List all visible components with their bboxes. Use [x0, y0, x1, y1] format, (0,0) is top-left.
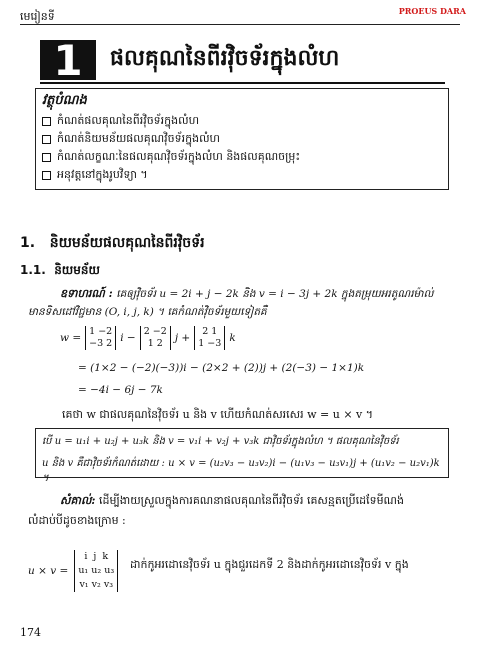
definition-line2: u និង v គឺជាវ៉ិចទ័រកំណត់ដោយ : u × v = (u₂v₃ − u₃v₂)i − (u₁v₃ − u₃v₁)j + (u₁v₂ − u₂v₁)k ។: [42, 458, 440, 484]
subsection-heading: 1.1. និយមន័យ: [20, 263, 100, 277]
lesson-label: មេរៀនទី: [20, 10, 55, 23]
note-line2: លំដាប់បីដូចខាងក្រោម :: [28, 514, 126, 527]
example-eq2: = (1×2 − (−2)(−3))i − (2×2 + (2))j + (2(−3) − 1×1)k: [78, 362, 365, 374]
checkbox-icon: [42, 117, 51, 126]
w-matrix-expression: w = 1 −2 −3 2 i − 2 −2 1 2 j + 2 1 1 −3 k: [60, 326, 236, 349]
definition-line1: បើ u = u₁i + u₂j + u₃k និង v = v₁i + v₂j + v₃k ជាវ៉ិចទ័រក្នុងលំហ ។ ផលគុណនៃវ៉ិចទ័រ: [42, 436, 399, 447]
example-eq3: = −4i − 6j − 7k: [78, 384, 163, 396]
brand-label: PROEUS DARA: [398, 6, 466, 16]
checkbox-icon: [42, 153, 51, 162]
example-conclusion: គេថា w ជាផលគុណនៃវ៉ិចទ័រ u និង v ហើយកំណត់សរសេរ w = u × v ។: [62, 408, 373, 421]
note-line1: សំគាល់: ដើម្បីងាយស្រួលក្នុងការគណនាផលគុណនៃពីរវ៉ិចទ័រ គេសន្មតប្រើដេទែមីណង់: [60, 494, 404, 507]
cross-product-determinant: u × v = i j k u₁ u₂ u₃ v₁ v₂ v₃: [28, 550, 118, 592]
determinant-3: 2 1 1 −3: [194, 326, 225, 350]
header-divider: [20, 24, 460, 25]
chapter-title: ផលគុណនៃពីរវ៉ិចទ័រក្នុងលំហ: [110, 45, 340, 71]
objectives-title: វត្ថុបំណង: [42, 93, 87, 108]
page-number: 174: [20, 626, 41, 639]
determinant-3x3: i j k u₁ u₂ u₃ v₁ v₂ v₃: [74, 550, 118, 592]
checkbox-icon: [42, 135, 51, 144]
determinant-1: 1 −2 −3 2: [85, 326, 116, 350]
objective-item: កំណត់ផលគុណនៃពីរវ៉ិចទ័រក្នុងលំហ: [42, 114, 199, 130]
section-heading: 1. និយមន័យផលគុណនៃពីរវ៉ិចទ័រ: [20, 235, 205, 251]
objective-item: កំណត់លក្ខណៈនៃផលគុណវ៉ិចទ័រក្នុងលំហ និងផលគុណចម្រុះ: [42, 150, 300, 166]
w-label: w =: [60, 332, 82, 344]
chapter-number: 1: [53, 36, 83, 85]
chapter-rule: [40, 82, 445, 84]
example-line2: មានទិសដៅវិជ្ជមាន (O, i, j, k) ។ គេកំណត់វ៉ិចទ័រមួយទៀតគឺ: [28, 306, 267, 318]
example-line1: ឧទាហរណ៍ : គេឲ្យវ៉ិចទ័រ u = 2i + j − 2k និង v = i − 3j + 2k ក្នុងតម្រុយអរតូណរម៉ាល់: [60, 287, 434, 300]
objective-item: កំណត់និយមន័យផលគុណវ៉ិចទ័រក្នុងលំហ: [42, 132, 220, 148]
note-tail: ដាក់កូអរដោនេវ៉ិចទ័រ u ក្នុងជួរដេកទី 2 និងដាក់កូអរដោនេវ៉ិចទ័រ v ក្នុង: [130, 558, 409, 571]
determinant-2: 2 −2 1 2: [140, 326, 171, 350]
checkbox-icon: [42, 171, 51, 180]
objective-item: អនុវត្តនៅក្នុងរូបវិទ្យា ។: [42, 168, 148, 184]
